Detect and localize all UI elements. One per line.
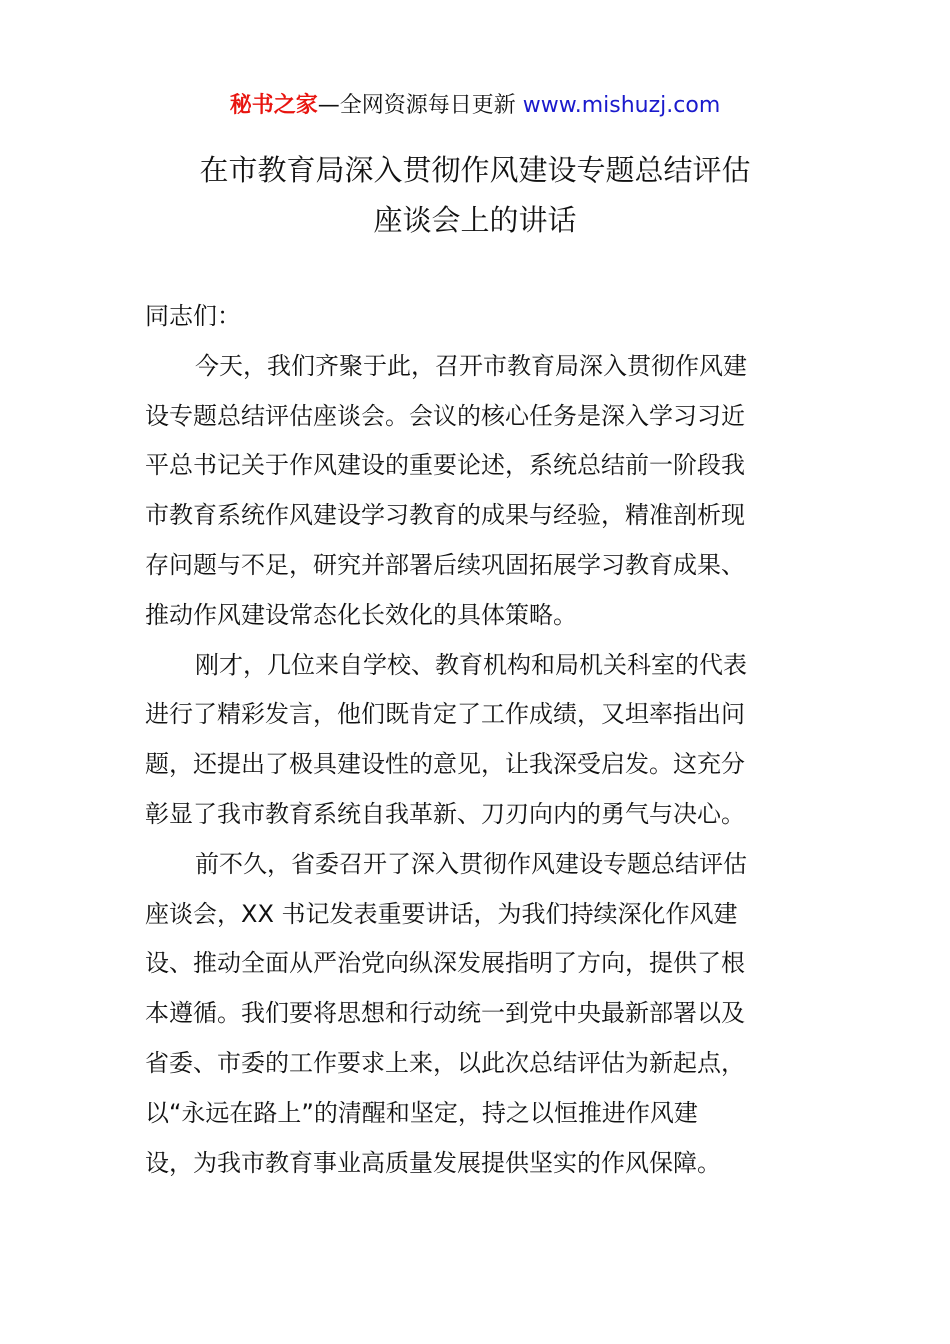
paragraph-line: 设专题总结评估座谈会。会议的核心任务是深入学习习近 xyxy=(145,401,745,430)
paragraph-line: 设，为我市教育事业高质量发展提供坚实的作风保障。 xyxy=(145,1148,721,1177)
title-line: 座谈会上的讲话 xyxy=(373,203,577,237)
paragraph xyxy=(145,641,810,840)
paragraph-line: 彰显了我市教育系统自我革新、刀刃向内的勇气与决心。 xyxy=(145,799,745,828)
site-header xyxy=(0,88,950,119)
paragraph-line: 以“永远在路上”的清醒和坚定，持之以恒推进作风建 xyxy=(145,1098,698,1127)
salutation: 同志们： xyxy=(145,302,241,330)
paragraph-line: 题，还提出了极具建设性的意见，让我深受启发。这充分 xyxy=(145,750,745,779)
paragraph-line: 存问题与不足，研究并部署后续巩固拓展学习教育成果、 xyxy=(145,550,745,579)
paragraph-line: 今天，我们齐聚于此，召开市教育局深入贯彻作风建 xyxy=(195,351,747,380)
document-body xyxy=(145,292,810,1188)
paragraph-line: 设、推动全面从严治党向纵深发展指明了方向，提供了根 xyxy=(145,949,745,978)
tagline: —全网资源每日更新 xyxy=(317,93,523,118)
paragraph-line: 推动作风建设常态化长效化的具体策略。 xyxy=(145,600,577,629)
title-line: 在市教育局深入贯彻作风建设专题总结评估 xyxy=(199,153,751,187)
paragraph-line: 平总书记关于作风建设的重要论述，系统总结前一阶段我 xyxy=(145,451,745,480)
paragraph-line: 省委、市委的工作要求上来，以此次总结评估为新起点， xyxy=(145,1048,745,1077)
document-title xyxy=(0,145,950,245)
paragraph-line: 座谈会，XX 书记发表重要讲话，为我们持续深化作风建 xyxy=(145,899,738,928)
paragraph xyxy=(145,840,810,1189)
brand-name: 秘书之家 xyxy=(229,93,318,118)
paragraph-line: 本遵循。我们要将思想和行动统一到党中央最新部署以及 xyxy=(145,999,745,1028)
paragraph-line: 进行了精彩发言，他们既肯定了工作成绩，又坦率指出问 xyxy=(145,700,745,729)
site-url[interactable]: www.mishuzj.com xyxy=(522,93,721,118)
paragraph xyxy=(145,342,810,641)
paragraph-line: 前不久，省委召开了深入贯彻作风建设专题总结评估 xyxy=(195,849,747,878)
paragraph-line: 市教育系统作风建设学习教育的成果与经验，精准剖析现 xyxy=(145,501,745,530)
paragraph-line: 刚才，几位来自学校、教育机构和局机关科室的代表 xyxy=(195,650,747,679)
